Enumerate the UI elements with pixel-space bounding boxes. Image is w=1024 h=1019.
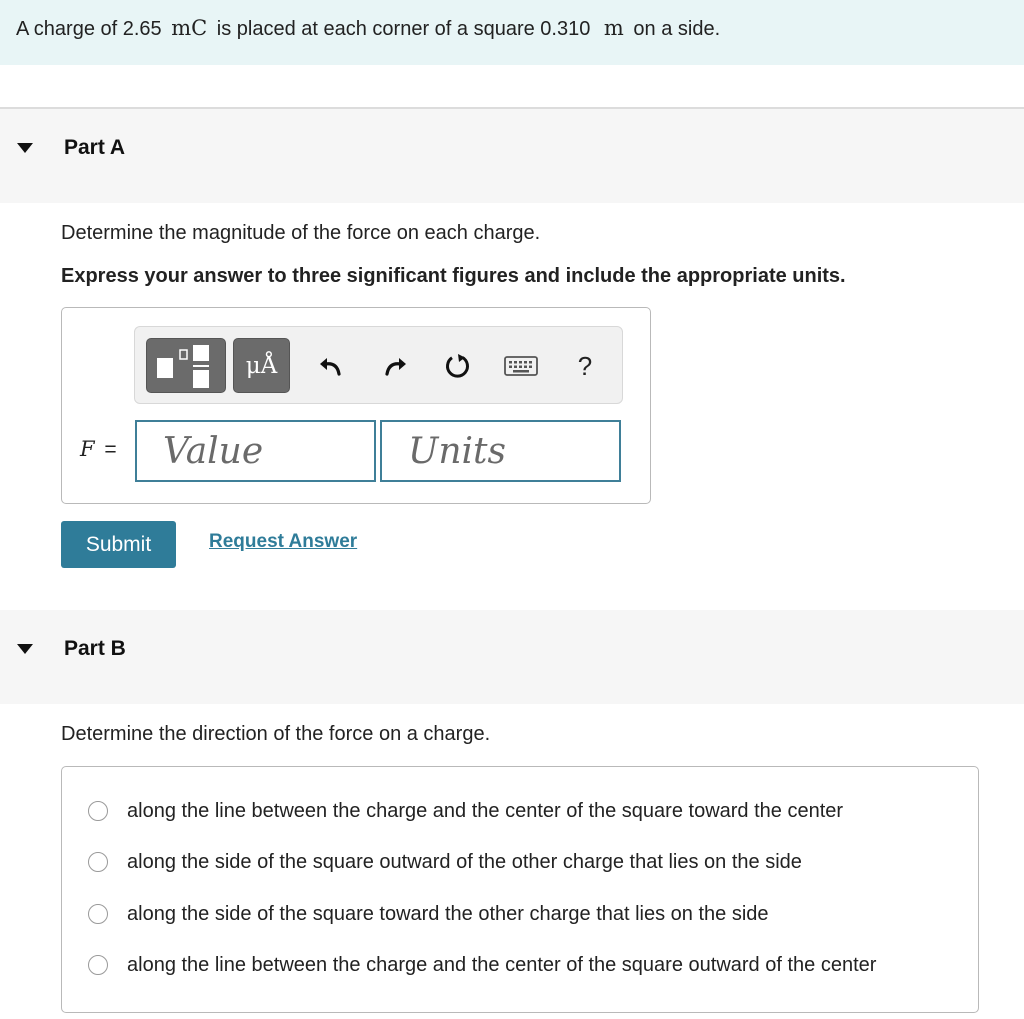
radio-button[interactable] (88, 904, 108, 924)
template-button[interactable] (146, 338, 226, 393)
equals-sign: = (104, 438, 117, 461)
radio-button[interactable] (88, 955, 108, 975)
problem-statement (16, 16, 720, 41)
help-button[interactable] (570, 344, 600, 388)
units-input-box (380, 420, 621, 482)
part-a-title: Part A (64, 136, 126, 159)
choice-label: along the line between the charge and the center of the square toward the center (127, 799, 844, 822)
units-button-label: μÅ (245, 352, 278, 379)
redo-button[interactable] (378, 344, 412, 388)
variable-symbol: F (80, 437, 95, 461)
keyboard-icon (504, 355, 538, 377)
radio-button[interactable] (88, 801, 108, 821)
length-unit: m (603, 16, 624, 40)
collapse-caret-icon[interactable] (17, 143, 33, 153)
part-b-header[interactable] (0, 610, 1024, 704)
variable-label (80, 437, 117, 462)
part-a-header[interactable] (0, 109, 1024, 203)
units-button[interactable] (233, 338, 290, 393)
reset-button[interactable] (440, 344, 476, 388)
redo-icon (381, 352, 409, 380)
problem-text-part1: A charge of 2.65 (16, 18, 162, 40)
part-a-question: Determine the magnitude of the force on each charge. (61, 222, 541, 244)
radio-button[interactable] (88, 852, 108, 872)
part-b-question: Determine the direction of the force on a charge. (61, 723, 491, 745)
keyboard-button[interactable] (503, 344, 539, 388)
part-a-instruction: Express your answer to three significant figures and include the appropriate units. (61, 265, 846, 287)
choice-label: along the line between the charge and the center of the square outward of the center (127, 953, 877, 976)
units-input[interactable] (382, 422, 619, 480)
choice-label: along the side of the square toward the other charge that lies on the side (127, 902, 769, 925)
undo-icon (317, 352, 345, 380)
problem-text-part2: is placed at each corner of a square 0.310 (216, 18, 591, 40)
collapse-caret-icon[interactable] (17, 644, 33, 654)
reset-icon (443, 351, 473, 381)
charge-unit: mC (171, 16, 208, 40)
problem-banner (0, 0, 1024, 65)
request-answer-link[interactable]: Request Answer (209, 531, 358, 552)
undo-button[interactable] (314, 344, 348, 388)
value-input-box (135, 420, 376, 482)
value-input[interactable] (137, 422, 374, 480)
help-button-label: ? (577, 350, 593, 381)
choice-label: along the side of the square outward of the other charge that lies on the side (127, 850, 802, 873)
submit-button[interactable]: Submit (61, 521, 176, 568)
problem-text-part3: on a side. (633, 18, 721, 40)
part-b-title: Part B (64, 637, 126, 660)
template-icon (147, 339, 227, 394)
